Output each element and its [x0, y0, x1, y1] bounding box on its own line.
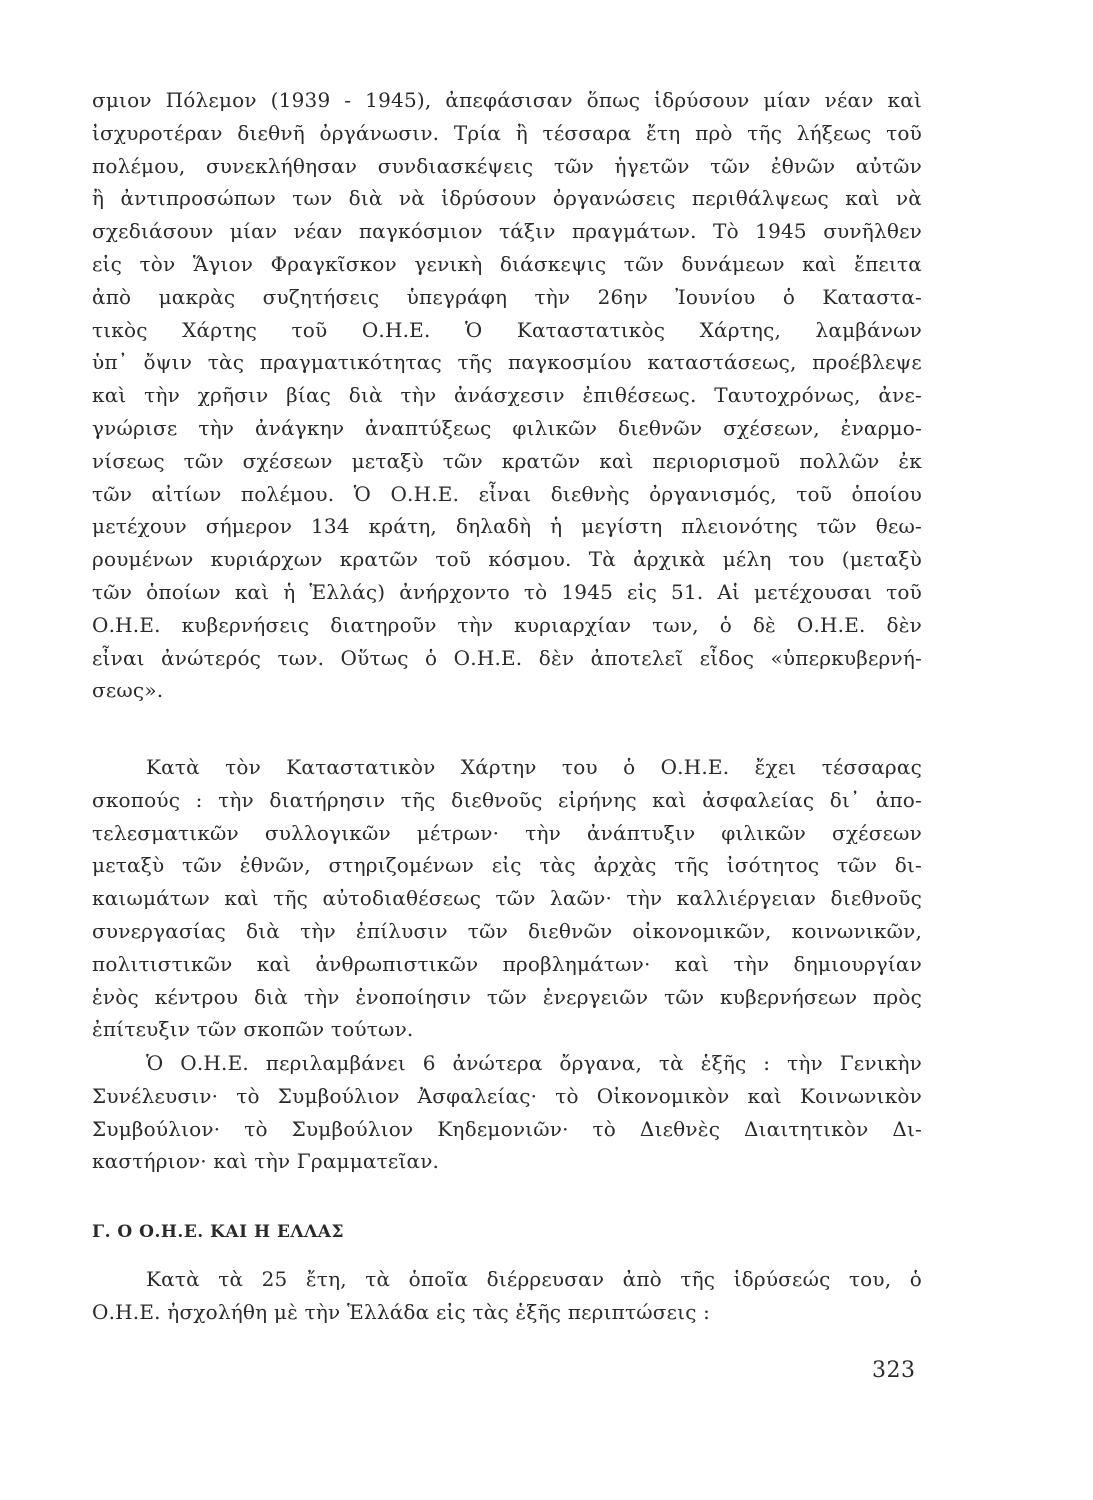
- text-line: νίσεως τῶν σχέσεων μεταξὺ τῶν κρατῶν καὶ περιορισμοῦ πολλῶν ἐκ: [92, 448, 922, 473]
- text-line: εἰς τὸν Ἅγιον Φραγκῖσκον γενικὴ διάσκεψις τῶν δυνάμεων καὶ ἔπειτα: [92, 251, 922, 276]
- text-line: καστήριον· καὶ τὴν Γραμματεῖαν.: [92, 1149, 440, 1174]
- text-line: σεως».: [92, 678, 164, 703]
- text-line: μετέχουν σήμερον 134 κράτη, δηλαδὴ ἡ μεγίστη πλειονότης τῶν θεω-: [92, 514, 922, 539]
- text-line: ἢ ἀντιπροσώπων των διὰ νὰ ἱδρύσουν ὀργανώσεις περιθάλψεως καὶ νὰ: [92, 186, 922, 211]
- text-line: ὑπ᾽ ὄψιν τὰς πραγματικότητας τῆς παγκοσμίου καταστάσεως, προέβλεψε: [92, 350, 922, 375]
- text-line: καὶ τὴν χρῆσιν βίας διὰ τὴν ἀνάσχεσιν ἐπιθέσεως. Ταυτοχρόνως, ἀνε-: [92, 383, 922, 408]
- paragraph-un-purposes: [92, 751, 922, 1046]
- text-line: εἶναι ἀνώτερός των. Οὕτως ὁ Ο.Η.Ε. δὲν ἀποτελεῖ εἶδος «ὑπερκυβερνή-: [92, 645, 922, 670]
- paragraph-un-greece: [92, 1263, 922, 1329]
- text-line: μεταξὺ τῶν ἐθνῶν, στηριζομένων εἰς τὰς ἀρχὰς τῆς ἰσότητος τῶν δι-: [92, 853, 922, 878]
- text-line: σχεδιάσουν μίαν νέαν παγκόσμιον τάξιν πραγμάτων. Τὸ 1945 συνῆλθεν: [92, 219, 922, 244]
- text-line: ἀπὸ μακρὰς συζητήσεις ὑπεγράφη τὴν 26ην Ἰουνίου ὁ Καταστα-: [92, 284, 922, 309]
- paragraph-un-organs: [92, 1047, 922, 1178]
- text-line: γνώρισε τὴν ἀνάγκην ἀναπτύξεως φιλικῶν διεθνῶν σχέσεων, ἐναρμο-: [92, 415, 922, 440]
- text-line: Ο.Η.Ε. κυβερνήσεις διατηροῦν τὴν κυριαρχίαν των, ὁ δὲ Ο.Η.Ε. δὲν: [92, 612, 922, 637]
- text-line: ἑνὸς κέντρου διὰ τὴν ἑνοποίησιν τῶν ἐνεργειῶν τῶν κυβερνήσεων πρὸς: [92, 984, 922, 1009]
- text-line: Συνέλευσιν· τὸ Συμβούλιον Ἀσφαλείας· τὸ Οἰκονομικὸν καὶ Κοινωνικὸν: [92, 1083, 922, 1108]
- text-line: συνεργασίας διὰ τὴν ἐπίλυσιν τῶν διεθνῶν οἰκονομικῶν, κοινωνικῶν,: [92, 918, 922, 943]
- paragraph-un-founding: [92, 84, 922, 707]
- page-number: 323: [872, 1358, 916, 1383]
- text-line: Συμβούλιον· τὸ Συμβούλιον Κηδεμονιῶν· τὸ Διεθνὲς Διαιτητικὸν Δι-: [92, 1116, 922, 1141]
- text-line: ἰσχυροτέραν διεθνῆ ὀργάνωσιν. Τρία ἢ τέσσαρα ἔτη πρὸ τῆς λήξεως τοῦ: [92, 120, 922, 145]
- text-line: Κατὰ τὸν Καταστατικὸν Χάρτην του ὁ Ο.Η.Ε. ἔχει τέσσαρας: [146, 755, 922, 779]
- text-line: Ὁ Ο.Η.Ε. περιλαμβάνει 6 ἀνώτερα ὄργανα, τὰ ἑξῆς : τὴν Γενικὴν: [146, 1051, 922, 1075]
- text-line: ἐπίτευξιν τῶν σκοπῶν τούτων.: [92, 1017, 414, 1042]
- text-line: τελεσματικῶν συλλογικῶν μέτρων· τὴν ἀνάπτυξιν φιλικῶν σχέσεων: [92, 820, 922, 845]
- text-line: πολέμου, συνεκλήθησαν συνδιασκέψεις τῶν ἡγετῶν τῶν ἐθνῶν αὐτῶν: [92, 153, 922, 178]
- text-line: τῶν ὁποίων καὶ ἡ Ἑλλάς) ἀνήρχοντο τὸ 1945 εἰς 51. Αἱ μετέχουσαι τοῦ: [92, 579, 922, 604]
- text-line: σμιον Πόλεμον (1939 - 1945), ἀπεφάσισαν ὅπως ἱδρύσουν μίαν νέαν καὶ: [92, 88, 922, 112]
- text-line: Ο.Η.Ε. ἠσχολήθη μὲ τὴν Ἑλλάδα εἰς τὰς ἑξῆς περιπτώσεις :: [92, 1299, 711, 1324]
- text-line: πολιτιστικῶν καὶ ἀνθρωπιστικῶν προβλημάτων· καὶ τὴν δημιουργίαν: [92, 951, 922, 976]
- text-line: σκοπούς : τὴν διατήρησιν τῆς διεθνοῦς εἰρήνης καὶ ἀσφαλείας δι᾽ ἀπο-: [92, 787, 922, 812]
- section-heading: Γ. Ο Ο.Η.Ε. ΚΑΙ Η ΕΛΛΑΣ: [92, 1222, 344, 1242]
- text-line: ρουμένων κυριάρχων κρατῶν τοῦ κόσμου. Τὰ ἀρχικὰ μέλη του (μεταξὺ: [92, 547, 922, 572]
- text-line: καιωμάτων καὶ τῆς αὐτοδιαθέσεως τῶν λαῶν· τὴν καλλιέργειαν διεθνοῦς: [92, 886, 922, 911]
- text-line: τῶν αἰτίων πολέμου. Ὁ Ο.Η.Ε. εἶναι διεθνὴς ὀργανισμός, τοῦ ὁποίου: [92, 481, 922, 506]
- text-line: Κατὰ τὰ 25 ἔτη, τὰ ὁποῖα διέρρευσαν ἀπὸ τῆς ἱδρύσεώς του, ὁ: [146, 1267, 922, 1291]
- text-line: τικὸς Χάρτης τοῦ Ο.Η.Ε. Ὁ Καταστατικὸς Χάρτης, λαμβάνων: [92, 317, 922, 342]
